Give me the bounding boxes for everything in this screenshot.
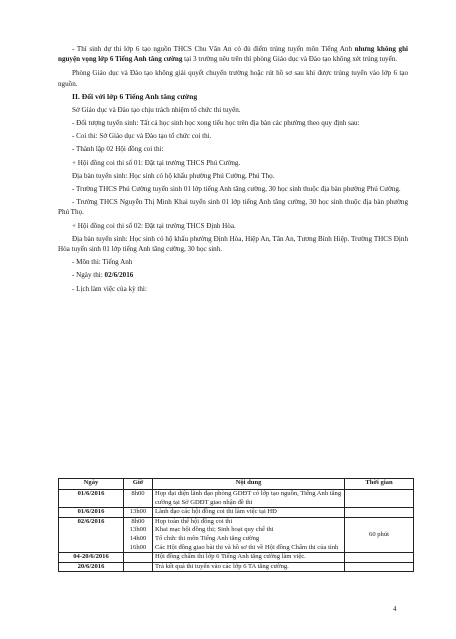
row-duration-empty — [345, 508, 414, 518]
row-time — [124, 562, 153, 572]
table-row — [59, 553, 414, 563]
row-time: 14h00 — [129, 534, 147, 542]
row-content: Tổ chức thi môn Tiếng Anh tăng cường — [155, 534, 260, 542]
table-header-row — [59, 479, 414, 490]
row-content: Lãnh đạo các hội đồng coi thi làm việc tại HĐ — [153, 508, 345, 518]
paragraph: + Hội đồng coi thi số 01: Đặt tại trường THCS Phú Cường. — [72, 158, 241, 167]
row-content: Họp toàn thể hội đồng coi thi — [155, 517, 233, 525]
paragraph: - Trường THCS Nguyễn Thị Minh Khai tuyển sinh 01 lớp tiếng Anh tăng cường, 30 học sinh thuộc địa bàn phường Phú Thọ. — [58, 198, 408, 217]
row-duration-empty — [345, 490, 414, 508]
row-content: Hội đồng chấm thi lớp 6 Tiếng Anh tăng cường làm việc. — [153, 553, 345, 563]
paragraph: - Thành lập 02 Hội đồng coi thi: — [72, 145, 164, 154]
paragraph-condition — [58, 44, 408, 64]
paragraph-text: tại 3 trường nêu trên thì phòng Giáo dục và Đào tạo không xét trúng tuyển. — [182, 55, 398, 64]
row-content: Các Hội đồng giao bài thi và hồ sơ thi về Hội đồng Chấm thi của tỉnh — [155, 543, 339, 551]
body-text — [58, 44, 408, 294]
header-date: Ngày — [59, 479, 124, 490]
exam-date-line — [58, 270, 408, 280]
header-duration: Thời gian — [345, 479, 414, 490]
paragraph-transfer: Phòng Giáo dục và Đào tạo không giải quyết chuyển trường hoặc rút hồ sơ sau khi được trúng tuyển vào lớp 6 tạo nguồn. — [58, 69, 408, 88]
paragraph: - Đối tượng tuyển sinh: Tất cả học sinh học xong tiểu học trên địa bàn các phường theo quy định sau: — [72, 119, 360, 128]
paragraph: - Coi thi: Sở Giáo dục và Đào tạo tổ chức coi thi. — [72, 132, 212, 141]
row-date: 04-20/6/2016 — [59, 553, 124, 563]
table-row-group — [59, 517, 414, 552]
page-number: 4 — [393, 605, 397, 613]
row-duration-empty — [345, 562, 414, 572]
row-time: 13h00 — [129, 526, 147, 534]
paragraph: Sở Giáo dục và Đào tạo chịu trách nhiệm tổ chức thi tuyển. — [72, 105, 241, 114]
row-time — [124, 553, 153, 563]
row-date: 01/6/2016 — [59, 508, 124, 518]
row-date: 01/6/2016 — [59, 490, 124, 508]
row-content: Trả kết quả thi tuyển vào các lớp 6 TA tăng cường. — [153, 562, 345, 572]
header-content: Nội dung — [153, 479, 345, 490]
row-duration-empty — [345, 553, 414, 563]
row-date: 02/6/2016 — [59, 517, 124, 552]
paragraph: Địa bàn tuyển sinh: Học sinh có hộ khẩu phường Phú Cường, Phú Thọ. — [72, 171, 275, 180]
header-time: Giờ — [124, 479, 153, 490]
paragraph-text: - Thí sinh dự thi lớp 6 tạo nguồn THCS Chu Văn An có đủ điểm trúng tuyển môn Tiếng Anh — [72, 45, 355, 53]
row-date: 20/6/2016 — [59, 562, 124, 572]
row-time: 8h00 — [124, 490, 153, 508]
row-content: Khai mạc hội đồng thi; Sinh hoạt quy chế thi — [155, 526, 274, 534]
row-time: 8h00 — [131, 517, 145, 525]
row-times — [124, 517, 153, 552]
table-row — [59, 562, 414, 572]
paragraph: - Môn thi: Tiếng Anh — [72, 258, 133, 267]
table-row — [59, 490, 414, 508]
paragraph-bold-text: nhưng không ghi nguyện vọng lớp 6 Tiếng Anh tăng cường — [58, 45, 408, 64]
paragraph: Địa bàn tuyển sinh: Học sinh có hộ khẩu phường Định Hòa, Hiệp An, Tân An, Tương Bình Hiệp. Trường THCS Định Hòa tuyển sinh 01 lớp tiếng Anh tăng cường, 30 học sinh. — [58, 234, 408, 254]
row-contents — [153, 517, 345, 552]
section-heading: II. Đối với lớp 6 Tiếng Anh tăng cường — [72, 91, 198, 101]
row-content: Họp đại diện lãnh đạo phòng GDĐT có lớp tạo nguồn, Tiếng Anh tăng cường tại Sở GDĐT giao nhận đề thi — [153, 490, 345, 508]
exam-duration: 60 phút — [345, 517, 414, 552]
row-time: 16h00 — [129, 543, 147, 551]
schedule-table — [58, 478, 414, 572]
row-time: 13h00 — [124, 508, 153, 518]
exam-date-value: 02/6/2016 — [104, 271, 134, 280]
schedule-intro: - Lịch làm việc của kỳ thi: — [72, 284, 147, 293]
table-row — [59, 508, 414, 518]
paragraph: - Trường THCS Phú Cường tuyển sinh 01 lớp tiếng Anh tăng cường, 30 học sinh thuộc địa bàn phường Phú Cường. — [72, 185, 401, 194]
paragraph: + Hội đồng coi thi số 02: Đặt tại trường THCS Định Hòa. — [72, 221, 236, 230]
exam-date-label: - Ngày thi: — [72, 271, 105, 280]
